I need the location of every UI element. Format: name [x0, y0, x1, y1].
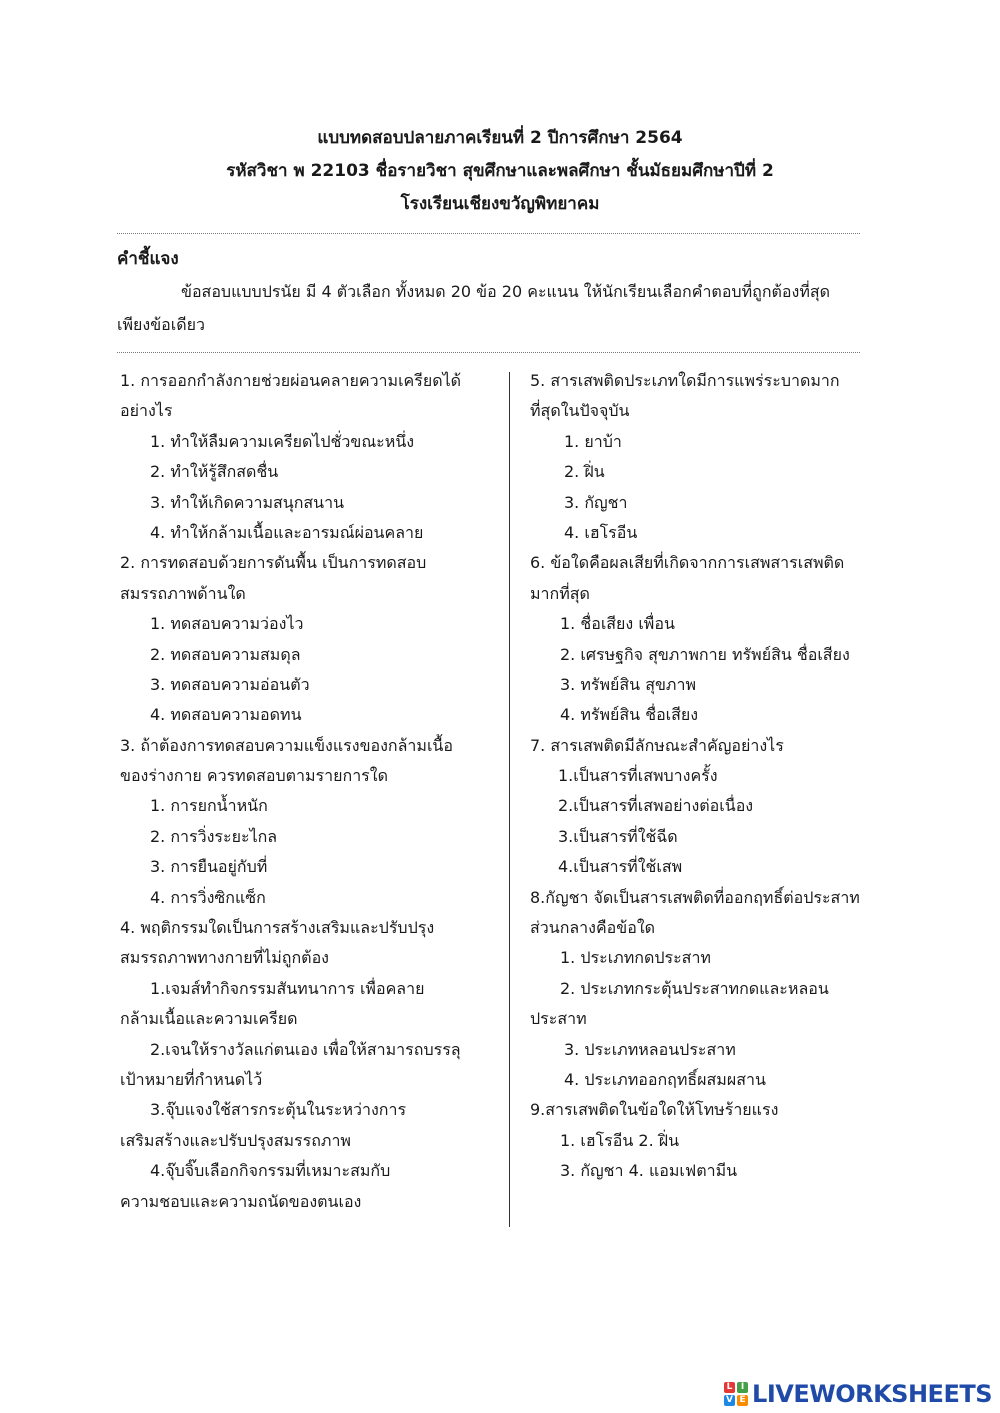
left-question-line: 1. การออกกำลังกายช่วยผ่อนคลายความเครียดได้ — [120, 371, 462, 390]
left-question-line: 4. พฤติกรรมใดเป็นการสร้างเสริมและปรับปรุง — [120, 918, 435, 938]
right-question-line: 7. สารเสพติดมีลักษณะสำคัญอย่างไร — [530, 735, 784, 755]
left-question-line: 3. ทำให้เกิดความสนุกสนาน — [150, 492, 345, 512]
right-question-line: 3. ประเภทหลอนประสาท — [564, 1039, 736, 1059]
left-question-line: ความชอบและความถนัดของตนเอง — [120, 1191, 362, 1211]
right-question-line: 4. ประเภทออกฤทธิ์ผสมผสาน — [564, 1069, 766, 1089]
left-question-line: 1. การยกน้ำหนัก — [150, 796, 268, 816]
dotted-divider-bottom — [117, 352, 860, 353]
logo-badge-letter: I — [737, 1382, 748, 1393]
right-question-line: 1. เฮโรอีน 2. ฝิ่น — [560, 1130, 680, 1150]
column-divider — [509, 372, 510, 1227]
left-question-line: 4. ทดสอบความอดทน — [150, 705, 302, 725]
right-question-line: 1. ยาบ้า — [564, 431, 622, 451]
left-question-line: 2.เจนให้รางวัลแก่ตนเอง เพื่อให้สามารถบรรลุ — [150, 1039, 461, 1059]
right-question-line: 3. กัญชา 4. แอมเฟตามีน — [560, 1161, 738, 1181]
right-question-line: 2.เป็นสารที่เสพอย่างต่อเนื่อง — [558, 796, 754, 816]
right-question-line: 6. ข้อใดคือผลเสียที่เกิดจากการเสพสารเสพติด — [530, 553, 845, 573]
questions-left-column — [120, 366, 490, 1217]
logo-badge-letter: L — [724, 1382, 735, 1393]
left-question-line: เป้าหมายที่กำหนดไว้ — [120, 1069, 263, 1089]
right-question-line: ส่วนกลางคือข้อใด — [530, 918, 656, 938]
logo-text: LIVEWORKSHEETS — [752, 1380, 992, 1408]
right-question-line: 4.เป็นสารที่ใช้เสพ — [558, 857, 683, 877]
exam-header — [0, 122, 1000, 221]
right-question-line: 1. ชื่อเสียง เพื่อน — [560, 614, 675, 634]
left-question-line: 3. ถ้าต้องการทดสอบความแข็งแรงของกล้ามเนื้อ — [120, 735, 453, 755]
right-question-line: 5. สารเสพติดประเภทใดมีการแพร่ระบาดมาก — [530, 371, 840, 390]
questions-right-column — [530, 366, 890, 1187]
right-question-line: 1. ประเภทกดประสาท — [560, 948, 711, 968]
right-question-line: ประสาท — [530, 1009, 587, 1029]
right-question-line: ที่สุดในปัจจุบัน — [530, 401, 630, 421]
left-question-line: 2. ทดสอบความสมดุล — [150, 644, 301, 664]
logo-badge-letter: V — [724, 1395, 735, 1406]
left-question-line: อย่างไร — [120, 401, 173, 421]
dotted-divider-top — [117, 233, 860, 234]
right-question-line: มากที่สุด — [530, 583, 590, 603]
left-question-line: 2. ทำให้รู้สึกสดชื่น — [150, 462, 279, 482]
left-question-line: 3.จุ๊บแจงใช้สารกระตุ้นในระหว่างการ — [150, 1100, 407, 1120]
left-question-line: 3. การยืนอยู่กับที่ — [150, 857, 268, 877]
left-question-line: สมรรถภาพทางกายที่ไม่ถูกต้อง — [120, 948, 329, 968]
right-question-line: 4. เฮโรอีน — [564, 522, 638, 542]
instructions-text: ข้อสอบแบบปรนัย มี 4 ตัวเลือก ทั้งหมด 20 ข้อ 20 คะแนน ให้นักเรียนเลือกคำตอบที่ถูกต้องที่สุดเพียงข้อเดียว — [117, 282, 831, 334]
right-question-line: 2. เศรษฐกิจ สุขภาพกาย ทรัพย์สิน ชื่อเสียง — [560, 644, 850, 664]
right-question-line: 4. ทรัพย์สิน ชื่อเสียง — [560, 705, 699, 725]
right-question-line: 3.เป็นสารที่ใช้ฉีด — [558, 826, 678, 846]
left-question-line: 1. ทำให้ลืมความเครียดไปชั่วขณะหนึ่ง — [150, 431, 415, 451]
left-question-line: 4.จุ๊บจิ๊บเลือกกิจกรรมที่เหมาะสมกับ — [150, 1161, 391, 1181]
left-question-line: 4. การวิ่งซิกแซ็ก — [150, 887, 266, 907]
liveworksheets-logo — [724, 1376, 992, 1412]
school-name: โรงเรียนเชียงขวัญพิทยาคม — [400, 194, 600, 214]
left-question-line: สมรรถภาพด้านใด — [120, 583, 246, 603]
left-question-line: 1.เจมส์ทำกิจกรรมสันทนาการ เพื่อคลาย — [150, 978, 425, 998]
right-question-line: 2. ฝิ่น — [564, 462, 605, 482]
logo-badge-letter: E — [737, 1395, 748, 1406]
left-question-line: 2. การวิ่งระยะไกล — [150, 826, 278, 846]
logo-badge-icon — [724, 1382, 748, 1406]
left-question-line: เสริมสร้างและปรับปรุงสมรรถภาพ — [120, 1130, 351, 1150]
left-question-line: 1. ทดสอบความว่องไว — [150, 614, 304, 634]
left-question-line: 2. การทดสอบด้วยการดันพื้น เป็นการทดสอบ — [120, 553, 427, 573]
exam-title: แบบทดสอบปลายภาคเรียนที่ 2 ปีการศึกษา 2564 — [317, 128, 683, 148]
right-question-line: 9.สารเสพติดในข้อใดให้โทษร้ายแรง — [530, 1100, 779, 1120]
subject-line: รหัสวิชา พ 22103 ชื่อรายวิชา สุขศึกษาและพลศึกษา ชั้นมัธยมศึกษาปีที่ 2 — [226, 161, 774, 181]
left-question-line: 3. ทดสอบความอ่อนตัว — [150, 674, 310, 694]
right-question-line: 1.เป็นสารที่เสพบางครั้ง — [558, 766, 718, 786]
right-question-line: 3. กัญชา — [564, 492, 628, 512]
right-question-line: 3. ทรัพย์สิน สุขภาพ — [560, 674, 696, 694]
left-question-line: กล้ามเนื้อและความเครียด — [120, 1009, 298, 1029]
left-question-line: ของร่างกาย ควรทดสอบตามรายการใด — [120, 766, 388, 786]
instructions-title: คำชี้แจง — [117, 249, 179, 269]
right-question-line: 8.กัญชา จัดเป็นสารเสพติดที่ออกฤทธิ์ต่อประสาท — [530, 887, 860, 907]
left-question-line: 4. ทำให้กล้ามเนื้อและอารมณ์ผ่อนคลาย — [150, 522, 424, 542]
right-question-line: 2. ประเภทกระตุ้นประสาทกดและหลอน — [560, 978, 829, 998]
